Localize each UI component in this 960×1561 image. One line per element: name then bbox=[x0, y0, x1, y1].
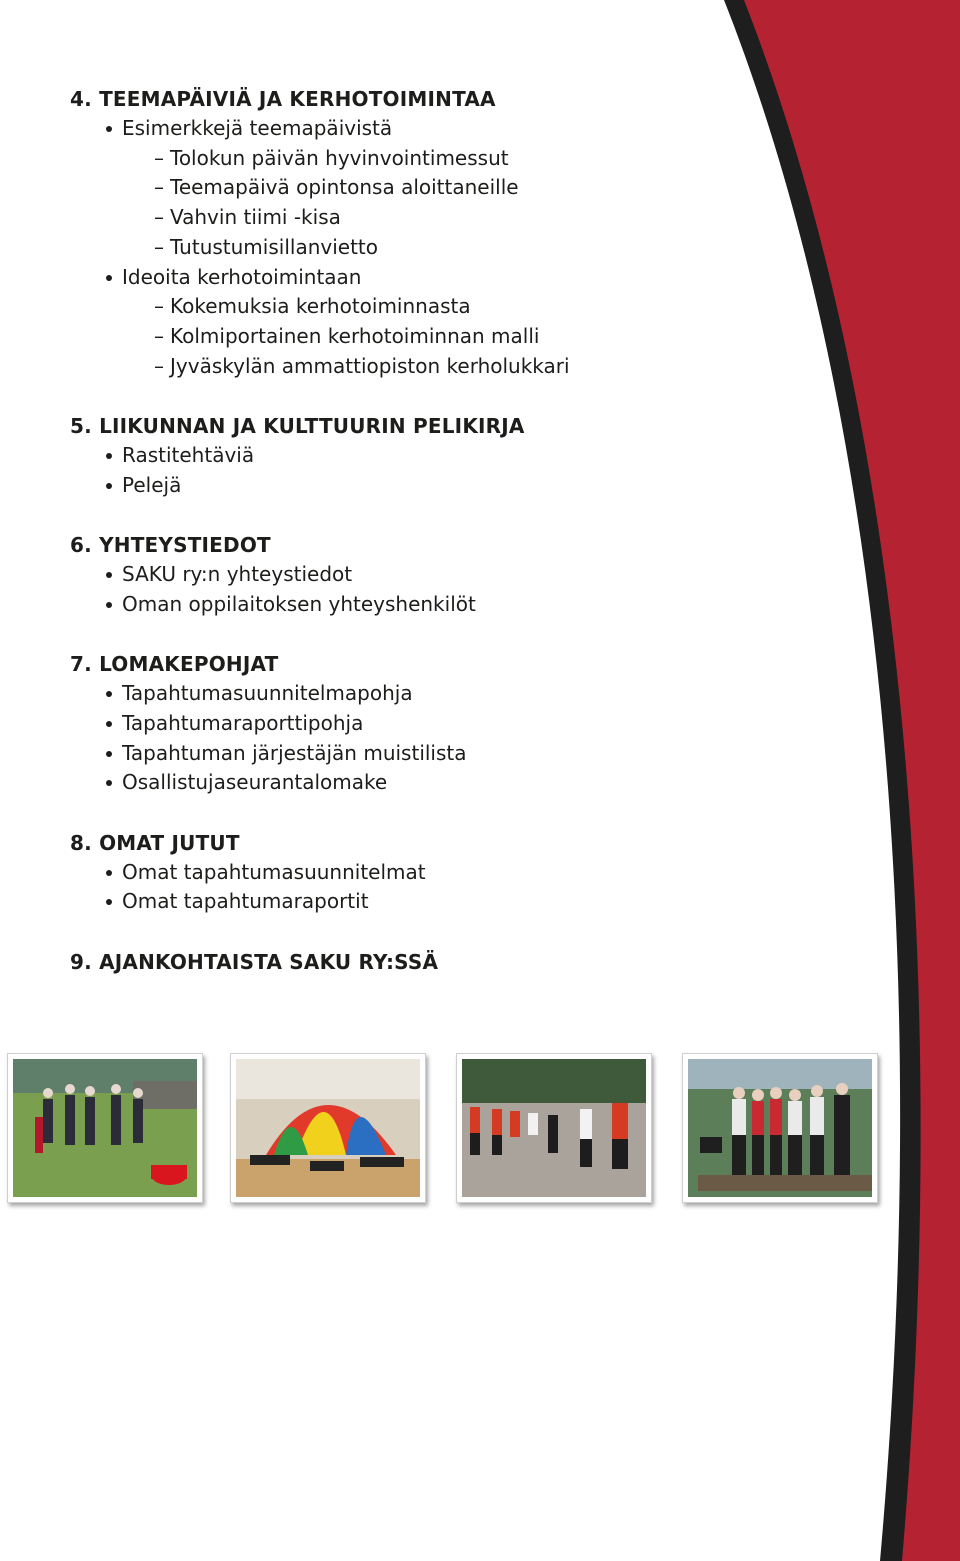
sub-list-item: – Tolokun päivän hyvinvointimessut bbox=[170, 144, 710, 174]
section-5 bbox=[70, 411, 710, 500]
list-item bbox=[122, 560, 710, 590]
list-item-label: Rastitehtäviä bbox=[122, 443, 255, 468]
section-heading: 4. TEEMAPÄIVIÄ JA KERHOTOIMINTAA bbox=[70, 87, 496, 111]
list-item bbox=[122, 263, 710, 382]
list-item bbox=[122, 768, 710, 798]
list-item bbox=[122, 739, 710, 769]
list-item-label: Oman oppilaitoksen yhteyshenkilöt bbox=[122, 591, 476, 616]
section-heading: 7. LOMAKEPOHJAT bbox=[70, 652, 279, 677]
list-item bbox=[122, 887, 710, 917]
photo-strip bbox=[0, 1053, 960, 1203]
sub-list-item: – Tutustumisillanvietto bbox=[170, 233, 710, 263]
list-item bbox=[122, 441, 710, 471]
section-heading: 8. OMAT JUTUT bbox=[70, 830, 240, 855]
list-item-label: SAKU ry:n yhteystiedot bbox=[122, 562, 353, 587]
photo-tug-of-war bbox=[456, 1053, 652, 1203]
sub-list-item: – Vahvin tiimi -kisa bbox=[170, 203, 710, 233]
list-item bbox=[122, 114, 710, 263]
section-heading: 6. YHTEYSTIEDOT bbox=[70, 533, 271, 558]
section-7 bbox=[70, 649, 710, 798]
list-item-label: Tapahtumasuunnitelmapohja bbox=[122, 681, 413, 706]
list-item-label: Osallistujaseurantalomake bbox=[122, 770, 388, 795]
photo-balance-beam bbox=[682, 1053, 878, 1203]
sub-list bbox=[122, 292, 710, 381]
sub-list-item: – Kokemuksia kerhotoiminnasta bbox=[170, 292, 710, 322]
bullet-list bbox=[70, 560, 710, 619]
section-9 bbox=[70, 947, 710, 977]
section-heading: 5. LIIKUNNAN JA KULTTUURIN PELIKIRJA bbox=[70, 414, 525, 439]
table-of-contents bbox=[70, 84, 710, 1006]
list-item-label: Omat tapahtumasuunnitelmat bbox=[122, 859, 426, 884]
bullet-list bbox=[70, 114, 710, 381]
list-item-label: Ideoita kerhotoimintaan bbox=[122, 264, 362, 289]
section-4 bbox=[70, 84, 710, 381]
sub-list-item: – Teemapäivä opintonsa aloittaneille bbox=[170, 173, 710, 203]
bullet-list bbox=[70, 441, 710, 500]
section-heading: 9. AJANKOHTAISTA SAKU RY:SSÄ bbox=[70, 949, 439, 974]
list-item-label: Omat tapahtumaraportit bbox=[122, 889, 369, 914]
sub-list bbox=[122, 144, 710, 263]
sub-list-item: – Kolmiportainen kerhotoiminnan malli bbox=[170, 322, 710, 352]
list-item-label: Tapahtuman järjestäjän muistilista bbox=[122, 740, 467, 765]
list-item bbox=[122, 709, 710, 739]
list-item-label: Tapahtumaraporttipohja bbox=[122, 710, 364, 735]
photo-outdoor-game bbox=[7, 1053, 203, 1203]
list-item-label: Pelejä bbox=[122, 472, 182, 497]
section-6 bbox=[70, 530, 710, 619]
list-item bbox=[122, 590, 710, 620]
list-item bbox=[122, 858, 710, 888]
sub-list-item: – Jyväskylän ammattiopiston kerholukkari bbox=[170, 352, 710, 382]
list-item bbox=[122, 471, 710, 501]
list-item bbox=[122, 679, 710, 709]
section-8 bbox=[70, 828, 710, 917]
photo-parachute-game bbox=[230, 1053, 426, 1203]
bullet-list bbox=[70, 858, 710, 917]
red-curve-band bbox=[744, 0, 960, 1561]
bullet-list bbox=[70, 679, 710, 798]
list-item-label: Esimerkkejä teemapäivistä bbox=[122, 116, 393, 140]
